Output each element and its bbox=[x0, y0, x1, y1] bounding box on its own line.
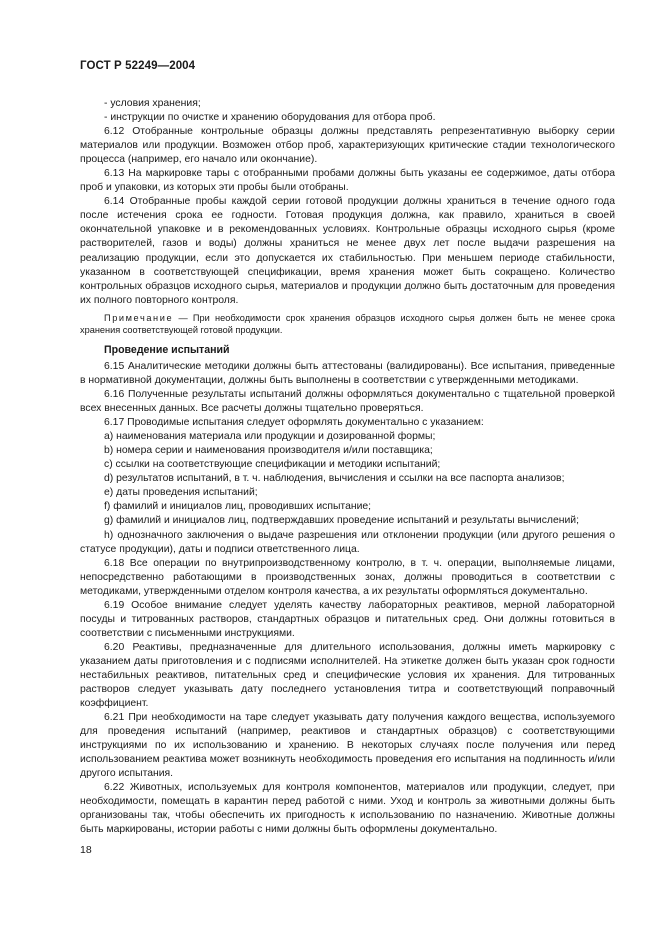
page-number: 18 bbox=[80, 844, 92, 856]
list-item-b: b) номера серии и наименования производителя и/или поставщика; bbox=[104, 445, 433, 457]
list-item-c: c) ссылки на соответствующие спецификации и методики испытаний; bbox=[104, 459, 441, 471]
list-item: - условия хранения; bbox=[104, 98, 201, 109]
paragraph-6-20: 6.20 Реактивы, предназначенные для длительного использования, должны иметь маркировку с указанием даты приготовления и с подписями исполнителей. На этикетке должен быть указан срок годности нестабильных реактивов, питательных сред и специфические условия их хранения. Для титрованных растворов следует указывать дату последнего установления титра и соответствующий поправочный коэффициент. bbox=[80, 641, 615, 710]
note-label: Примечание bbox=[104, 312, 174, 323]
list-item-g: g) фамилий и инициалов лиц, подтверждавших проведение испытаний и результаты вычислений; bbox=[104, 515, 579, 527]
list-item-h: h) однозначного заключения о выдаче разрешения или отклонении продукции (или другого решения о статусе продукции), даты и подписи ответственного лица. bbox=[80, 529, 615, 555]
paragraph-6-16: 6.16 Полученные результаты испытаний должны оформляться документально с тщательной проверкой всех внесенных данных. Все расчеты должны тщательно проверяться. bbox=[80, 389, 615, 415]
paragraph-6-19: 6.19 Особое внимание следует уделять качеству лабораторных реактивов, мерной лабораторной посуды и титрованных растворов, стандартных образцов и питательных сред. Они должны готовиться в соответствии с письменными инструкциями. bbox=[80, 599, 615, 639]
paragraph-6-14: 6.14 Отобранные пробы каждой серии готовой продукции должны храниться в течение одного года после истечения срока ее годности. Готовая продукция должна, как правило, храниться в своей окончательной упаковке и в рекомендованных условиях. Контрольные образцы исходного сырья (кроме растворителей, газов и воды) должны храниться не менее двух лет после выдачи разрешения на реализацию продукции, если это допускается их стабильностью. При меньшем периоде стабильности, указанном в соответствующей спецификации, время хранения может быть сокращено. Количество контрольных образцов исходного сырья, материалов и продукции должно быть достаточным для проведения их полного повторного контроля. bbox=[80, 196, 615, 306]
document-body bbox=[80, 97, 615, 838]
paragraph-6-12: 6.12 Отобранные контрольные образцы должны представлять репрезентативную выборку серии материалов или продукции. Возможен отбор проб, характеризующих критические стадии технологического процесса (например, его начало или окончание). bbox=[80, 126, 615, 166]
paragraph-6-15: 6.15 Аналитические методики должны быть аттестованы (валидированы). Все испытания, приведенные в нормативной документации, должны быть выполнены в соответствии с утвержденными методиками. bbox=[80, 360, 615, 386]
note-text: — При необходимости срок хранения образцов исходного сырья должен быть не менее срока хранения соответствующей готовой продукции. bbox=[80, 312, 615, 336]
list-item-f: f) фамилий и инициалов лиц, проводивших испытание; bbox=[104, 501, 372, 513]
paragraph-6-13: 6.13 На маркировке тары с отобранными пробами должны быть указаны ее содержимое, даты отбора проб и упаковки, из которых эти пробы были отобраны. bbox=[80, 168, 615, 194]
list-item-e: e) даты проведения испытаний; bbox=[104, 487, 258, 499]
list-item: - инструкции по очистке и хранению оборудования для отбора проб. bbox=[104, 112, 436, 124]
section-heading: Проведение испытаний bbox=[104, 343, 230, 356]
paragraph-6-17: 6.17 Проводимые испытания следует оформлять документально с указанием: bbox=[104, 417, 484, 429]
list-item-d: d) результатов испытаний, в т. ч. наблюдения, вычисления и ссылки на все паспорта анализов; bbox=[104, 473, 565, 485]
document-header: ГОСТ Р 52249—2004 bbox=[80, 60, 196, 72]
paragraph-6-18: 6.18 Все операции по внутрипроизводственному контролю, в т. ч. операции, выполняемые лицами, непосредственно работающими в производственных зонах, должны проводиться в соответствии с методиками, утвержденными отделом контроля качества, а их результаты оформляться документально. bbox=[80, 557, 615, 597]
paragraph-6-21: 6.21 При необходимости на таре следует указывать дату получения каждого вещества, используемого для проведения испытаний (например, реактивов и стандартных образцов) с соответствующими инструкциями по их использованию и хранению. В некоторых случаях после получения или перед использованием реактива может возникнуть необходимость проведения его испытания на подлинность и/или другого испытания. bbox=[80, 712, 615, 780]
note bbox=[80, 312, 615, 337]
paragraph-6-22: 6.22 Животных, используемых для контроля компонентов, материалов или продукции, следует, при необходимости, помещать в карантин перед работой с ними. Уход и контроль за животными должны быть организованы так, чтобы обеспечить их пригодность к использованию по назначению. Животные должны быть маркированы, истории работы с ними должны быть оформлены документально. bbox=[80, 782, 615, 836]
list-item-a: a) наименования материала или продукции и дозированной формы; bbox=[104, 431, 436, 443]
